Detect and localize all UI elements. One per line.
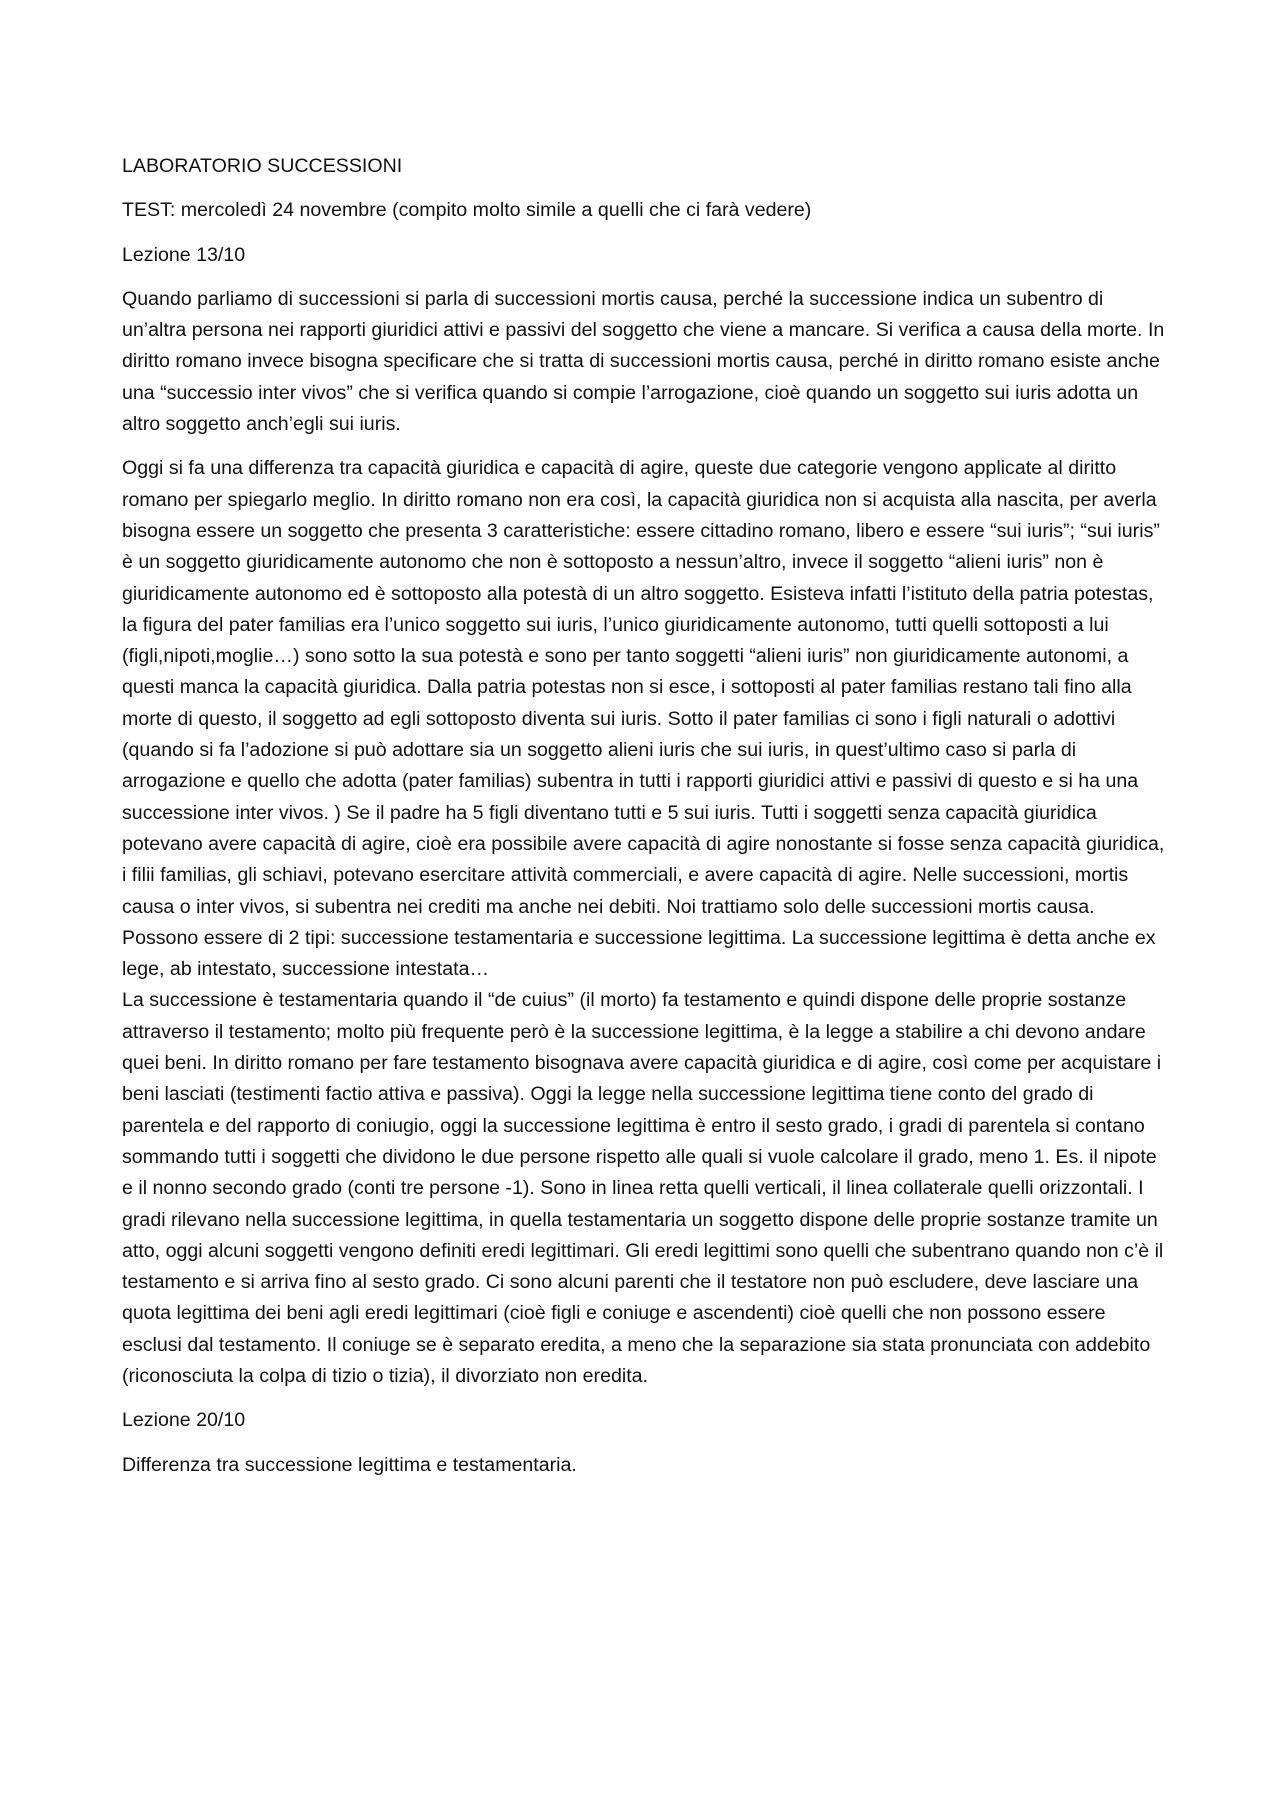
document-title: LABORATORIO SUCCESSIONI xyxy=(122,155,403,177)
document-body xyxy=(122,151,1167,1494)
closing-line: Differenza tra successione legittima e testamentaria. xyxy=(122,1453,577,1476)
paragraph-successioni-mortis-causa: Quando parliamo di successioni si parla di successioni mortis causa, perché la successione indica un subentro di un’altra persona nei rapporti giuridici attivi e passivi del soggetto che viene a mancare. Si verifica a causa della morte. In diritto romano invece bisogna specificare che si tratta di successioni mortis causa, perché in diritto romano esiste anche una “successio inter vivos” che si verifica quando si compie l’arrogazione, cioè quando un soggetto sui iuris adotta un altro soggetto anch’egli sui iuris. xyxy=(122,287,1165,436)
lesson-heading-2: Lezione 20/10 xyxy=(122,1409,246,1432)
test-date-line: TEST: mercoledì 24 novembre (compito molto simile a quelli che ci farà vedere) xyxy=(122,199,812,222)
paragraph-capacita-giuridica: Oggi si fa una differenza tra capacità giuridica e capacità di agire, queste due categorie vengono applicate al diritto romano per spiegarlo meglio. In diritto romano non era così, la capacità giuridica non si acquista alla nascita, per averla bisogna essere un soggetto che presenta 3 caratteristiche: essere cittadino romano, libero e essere “sui iuris”; “sui iuris” è un soggetto giuridicamente autonomo che non è sottoposto a nessun’altro, invece il soggetto “alieni iuris” non è giuridicamente autonomo ed è sottoposto alla potestà di un altro soggetto. Esisteva infatti l’istituto della patria potestas, la figura del pater familias era l’unico soggetto sui iuris, l’unico giuridicamente autonomo, tutti quelli sottoposti a lui (figli,nipoti,moglie…) sono sotto la sua potestà e sono per tanto soggetti “alieni iuris” non giuridicamente autonomi, a questi manca la capacità giuridica. Dalla patria potestas non si esce, i sottoposti al pater familias restano tali fino alla morte di questo, il soggetto ad egli sottoposto diventa sui iuris. Sotto il pater familias ci sono i figli naturali o adottivi (quando si fa l’adozione si può adottare sia un soggetto alieni iuris che sui iuris, in quest’ultimo caso si parla di arrogazione e quello che adotta (pater familias) subentra in tutti i rapporti giuridici attivi e passivi di questo e si ha una successione inter vivos. ) Se il padre ha 5 figli diventano tutti e 5 sui iuris. Tutti i soggetti senza capacità giuridica potevano avere capacità di agire, cioè era possibile avere capacità di agire nonostante si fosse senza capacità giuridica, i filii familias, gli schiavi, potevano esercitare attività commerciali, e avere capacità di agire. Nelle successioni, mortis causa o inter vivos, si subentra nei crediti ma anche nei debiti. Noi trattiamo solo delle successioni mortis causa. Possono essere di 2 tipi: successione testamentaria e successione legittima. La successione legittima è detta anche ex lege, ab intestato, successione intestata… xyxy=(122,457,1165,981)
paragraph-successione-testamentaria: La successione è testamentaria quando il “de cuius” (il morto) fa testamento e quindi dispone delle proprie sostanze attraverso il testamento; molto più frequente però è la successione legittima, è la legge a stabilire a chi devono andare quei beni. In diritto romano per fare testamento bisognava avere capacità giuridica e di agire, così come per acquistare i beni lasciati (testimenti factio attiva e passiva). Oggi la legge nella successione legittima tiene conto del grado di parentela e del rapporto di coniugio, oggi la successione legittima è entro il sesto grado, i gradi di parentela si contano sommando tutti i soggetti che dividono le due persone rispetto alle quali si vuole calcolare il grado, meno 1. Es. il nipote e il nonno secondo grado (conti tre persone -1). Sono in linea retta quelli verticali, il linea collaterale quelli orizzontali. I gradi rilevano nella successione legittima, in quella testamentaria un soggetto dispone delle proprie sostanze tramite un atto, oggi alcuni soggetti vengono definiti eredi legittimari. Gli eredi legittimi sono quelli che subentrano quando non c’è il testamento e si arriva fino al sesto grado. Ci sono alcuni parenti che il testatore non può escludere, deve lasciare una quota legittima dei beni agli eredi legittimari (cioè figli e coniuge e ascendenti) cioè quelli che non possono essere esclusi dal testamento. Il coniuge se è separato eredita, a meno che la separazione sia stata pronunciata con addebito (riconosciuta la colpa di tizio o tizia), il divorziato non eredita. xyxy=(122,989,1164,1387)
lesson-heading-1: Lezione 13/10 xyxy=(122,243,246,266)
